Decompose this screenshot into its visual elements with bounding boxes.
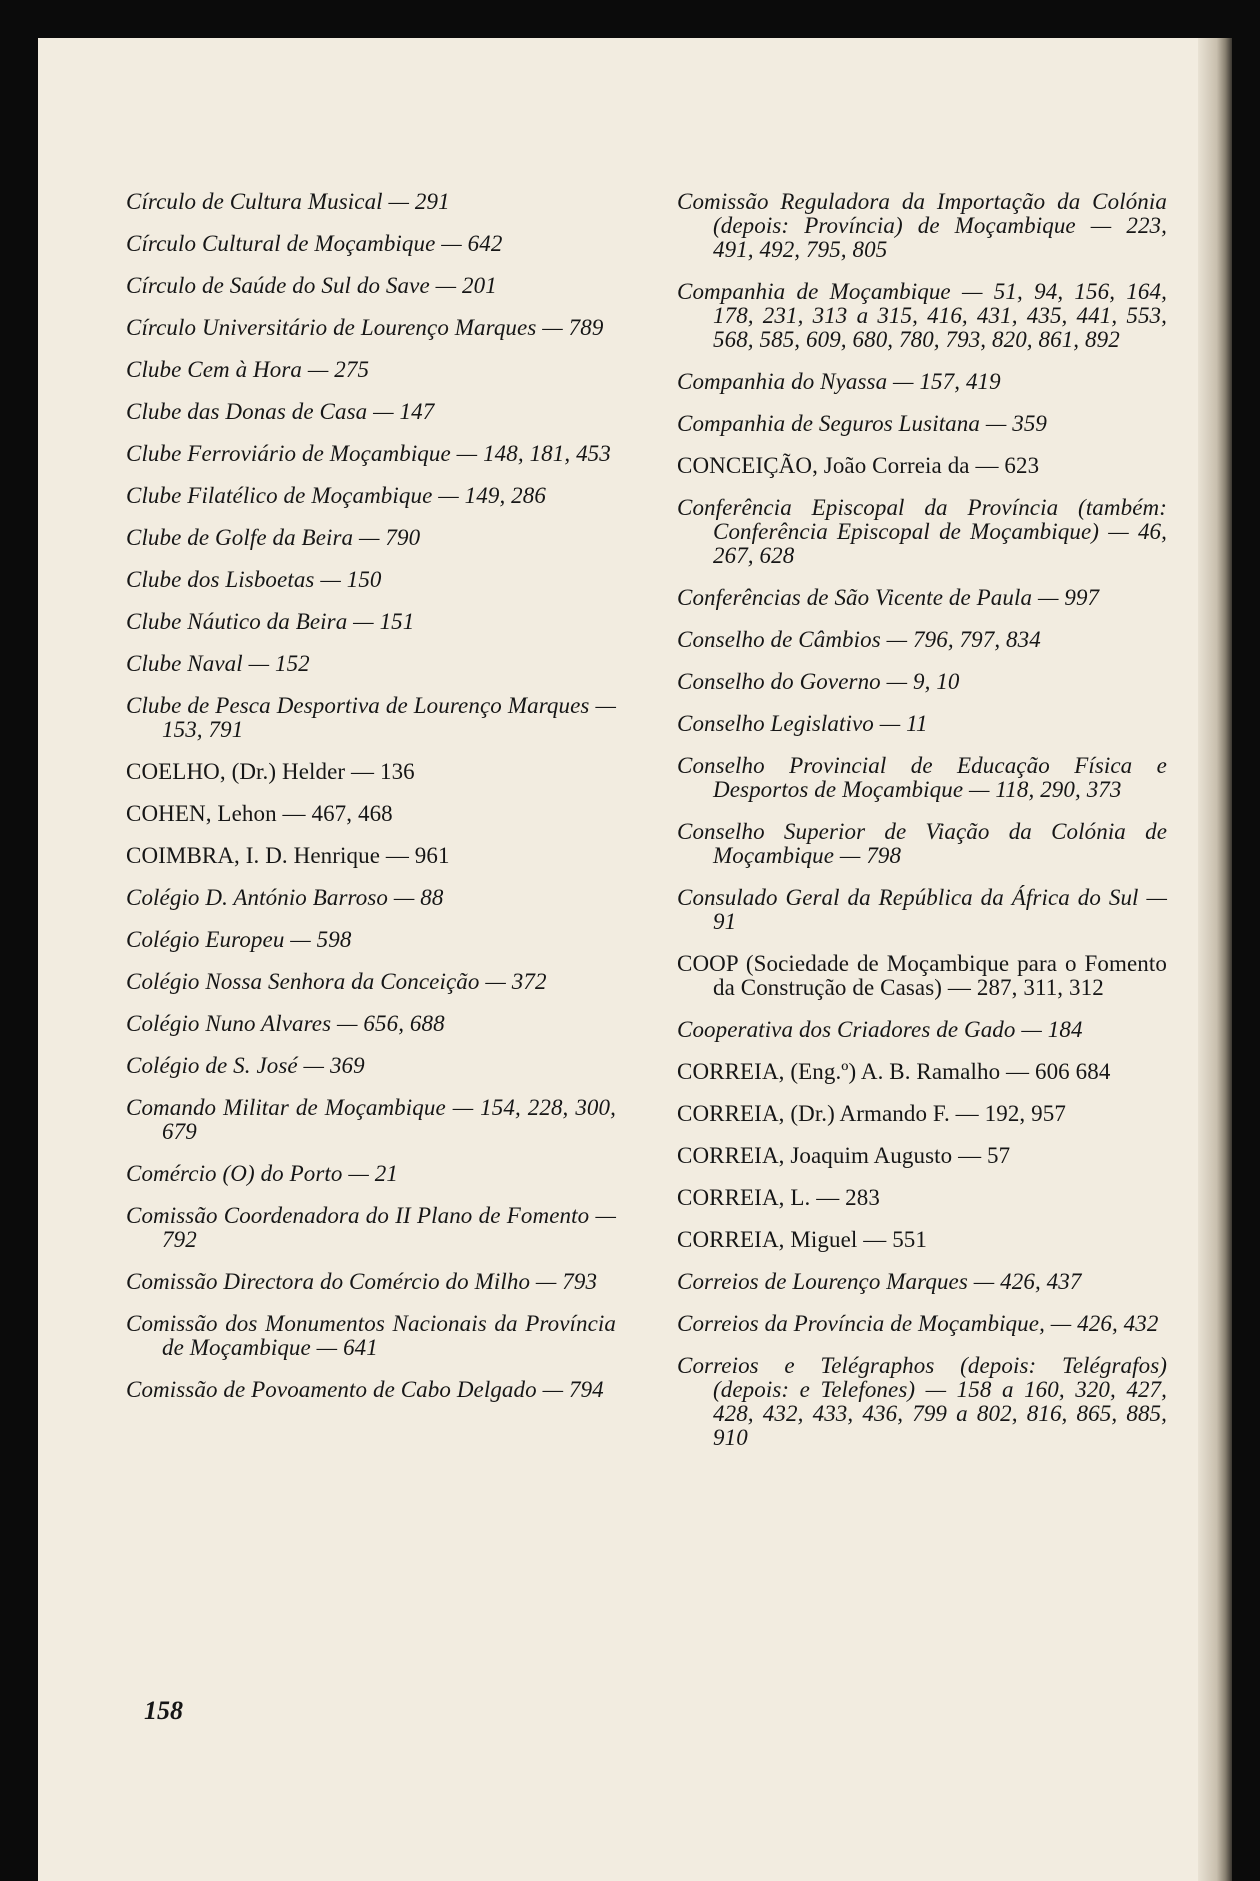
index-entry: Círculo Cultural de Moçambique — 642 [126,231,503,256]
index-entry: Comissão de Povoamento de Cabo Delgado — 794 [126,1377,604,1402]
index-entry: Clube das Donas de Casa — 147 [126,399,435,424]
index-entry: Colégio Europeu — 598 [126,927,352,952]
index-entry: Conselho do Governo — 9, 10 [677,669,960,694]
index-entry: CORREIA, (Eng.º) A. B. Ramalho — 606 684 [677,1059,1111,1084]
index-entry: Conselho Legislativo — 11 [677,711,928,736]
index-entry: Cooperativa dos Criadores de Gado — 184 [677,1017,1083,1042]
index-entry: CORREIA, L. — 283 [677,1185,880,1210]
index-entry: CORREIA, Miguel — 551 [677,1227,927,1252]
index-entry: Conselho de Câmbios — 796, 797, 834 [677,627,1041,652]
page-number: 158 [144,1696,183,1725]
index-entry: Companhia de Seguros Lusitana — 359 [677,411,1048,436]
index-entry: COELHO, (Dr.) Helder — 136 [126,759,415,784]
index-entry: CORREIA, (Dr.) Armando F. — 192, 957 [677,1101,1066,1126]
index-entry: Comissão dos Monumentos Nacionais da Província de Moçambique — 641 [126,1311,616,1360]
index-entry: COIMBRA, I. D. Henrique — 961 [126,843,450,868]
index-entry: Colégio Nossa Senhora da Conceição — 372 [126,969,547,994]
index-entry: Clube dos Lisboetas — 150 [126,567,382,592]
index-entry: Círculo de Cultura Musical — 291 [126,189,450,214]
index-entry: COOP (Sociedade de Moçambique para o Fomento da Construção de Casas) — 287, 311, 312 [677,951,1167,1000]
index-column-left [126,190,616,1420]
book-page [38,38,1232,1881]
index-entry: Companhia do Nyassa — 157, 419 [677,369,1001,394]
index-entry: Comissão Directora do Comércio do Milho — 793 [126,1269,598,1294]
index-entry: Consulado Geral da República da África do Sul — 91 [677,885,1167,934]
index-column-right [677,190,1167,1468]
index-entry: Clube Ferroviário de Moçambique — 148, 181, 453 [126,441,611,466]
index-entry: CORREIA, Joaquim Augusto — 57 [677,1143,1011,1168]
index-entry: Colégio D. António Barroso — 88 [126,885,444,910]
index-entry: Colégio Nuno Alvares — 656, 688 [126,1011,445,1036]
index-entry: Círculo Universitário de Lourenço Marques — 789 [126,315,604,340]
index-entry: Conselho Provincial de Educação Física e Desportos de Moçambique — 118, 290, 373 [677,753,1167,802]
index-entry: Correios de Lourenço Marques — 426, 437 [677,1269,1082,1294]
index-entry: CONCEIÇÃO, João Correia da — 623 [677,453,1040,478]
index-entry: Comando Militar de Moçambique — 154, 228, 300, 679 [126,1095,616,1144]
index-entry: Clube Filatélico de Moçambique — 149, 286 [126,483,546,508]
index-entry: Companhia de Moçambique — 51, 94, 156, 164, 178, 231, 313 a 315, 416, 431, 435, 441, 553, 568, 585, 609, 680, 780, 793, 820, 861, 892 [677,279,1167,352]
index-entry: Comissão Reguladora da Importação da Colónia (depois: Província) de Moçambique — 223, 491, 492, 795, 805 [677,189,1167,262]
index-entry: Conselho Superior de Viação da Colónia de Moçambique — 798 [677,819,1167,868]
index-entry: Comissão Coordenadora do II Plano de Fomento — 792 [126,1203,616,1252]
index-entry: Colégio de S. José — 369 [126,1053,365,1078]
index-entry: Conferência Episcopal da Província (também: Conferência Episcopal de Moçambique) — 46, 267, 628 [677,495,1167,568]
index-entry: Comércio (O) do Porto — 21 [126,1161,398,1186]
index-entry: Círculo de Saúde do Sul do Save — 201 [126,273,497,298]
index-entry: Conferências de São Vicente de Paula — 997 [677,585,1100,610]
index-entry: Correios da Província de Moçambique, — 426, 432 [677,1311,1159,1336]
index-entry: Clube Náutico da Beira — 151 [126,609,415,634]
index-entry: Clube de Pesca Desportiva de Lourenço Marques — 153, 791 [126,693,616,742]
page-edge-shadow [1198,38,1232,1881]
index-entry: Clube Cem à Hora — 275 [126,357,370,382]
index-entry: Clube de Golfe da Beira — 790 [126,525,421,550]
index-entry: Clube Naval — 152 [126,651,310,676]
index-entry: Correios e Telégraphos (depois: Telégrafos) (depois: e Telefones) — 158 a 160, 320, 427, 428, 432, 433, 436, 799 a 802, 816, 865, 885, 910 [677,1353,1167,1450]
index-entry: COHEN, Lehon — 467, 468 [126,801,393,826]
